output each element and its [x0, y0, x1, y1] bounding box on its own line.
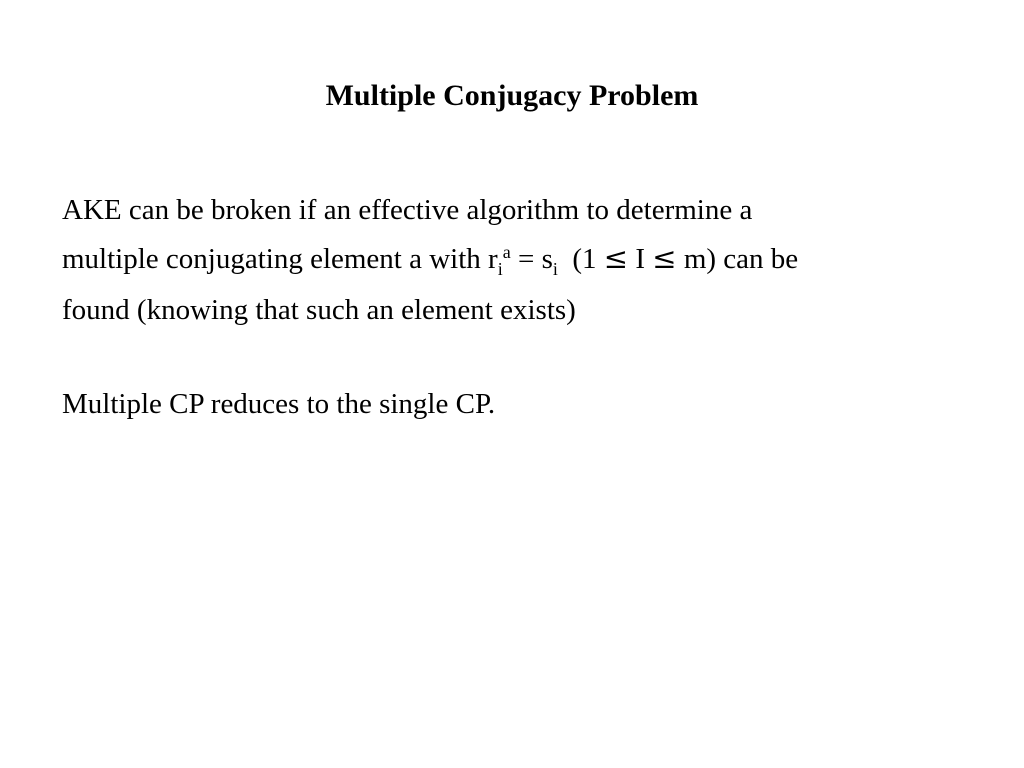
subscript-i-2: i — [552, 259, 558, 279]
leq-symbol-2: ≤ — [652, 241, 677, 275]
paragraph-ake-line-2 — [62, 234, 962, 286]
paragraph-ake-line-3: found (knowing that such an element exists) — [62, 294, 576, 326]
paragraph-ake-line-1: AKE can be broken if an effective algorithm to determine a — [62, 194, 753, 226]
superscript-a: a — [502, 242, 511, 262]
open-paren: (1 — [557, 243, 604, 275]
subscript-i: i — [497, 259, 503, 279]
equals-s: = s — [510, 243, 553, 275]
index-i: I — [628, 243, 653, 275]
leq-symbol-1: ≤ — [603, 241, 629, 275]
paragraph-ake — [62, 186, 962, 334]
line-2-text: multiple conjugating element a with r — [62, 243, 498, 275]
slide-title: Multiple Conjugacy Problem — [325, 79, 699, 112]
paragraph-multiple-cp: Multiple CP reduces to the single CP. — [62, 388, 496, 420]
line-2-end: m) can be — [676, 243, 799, 275]
